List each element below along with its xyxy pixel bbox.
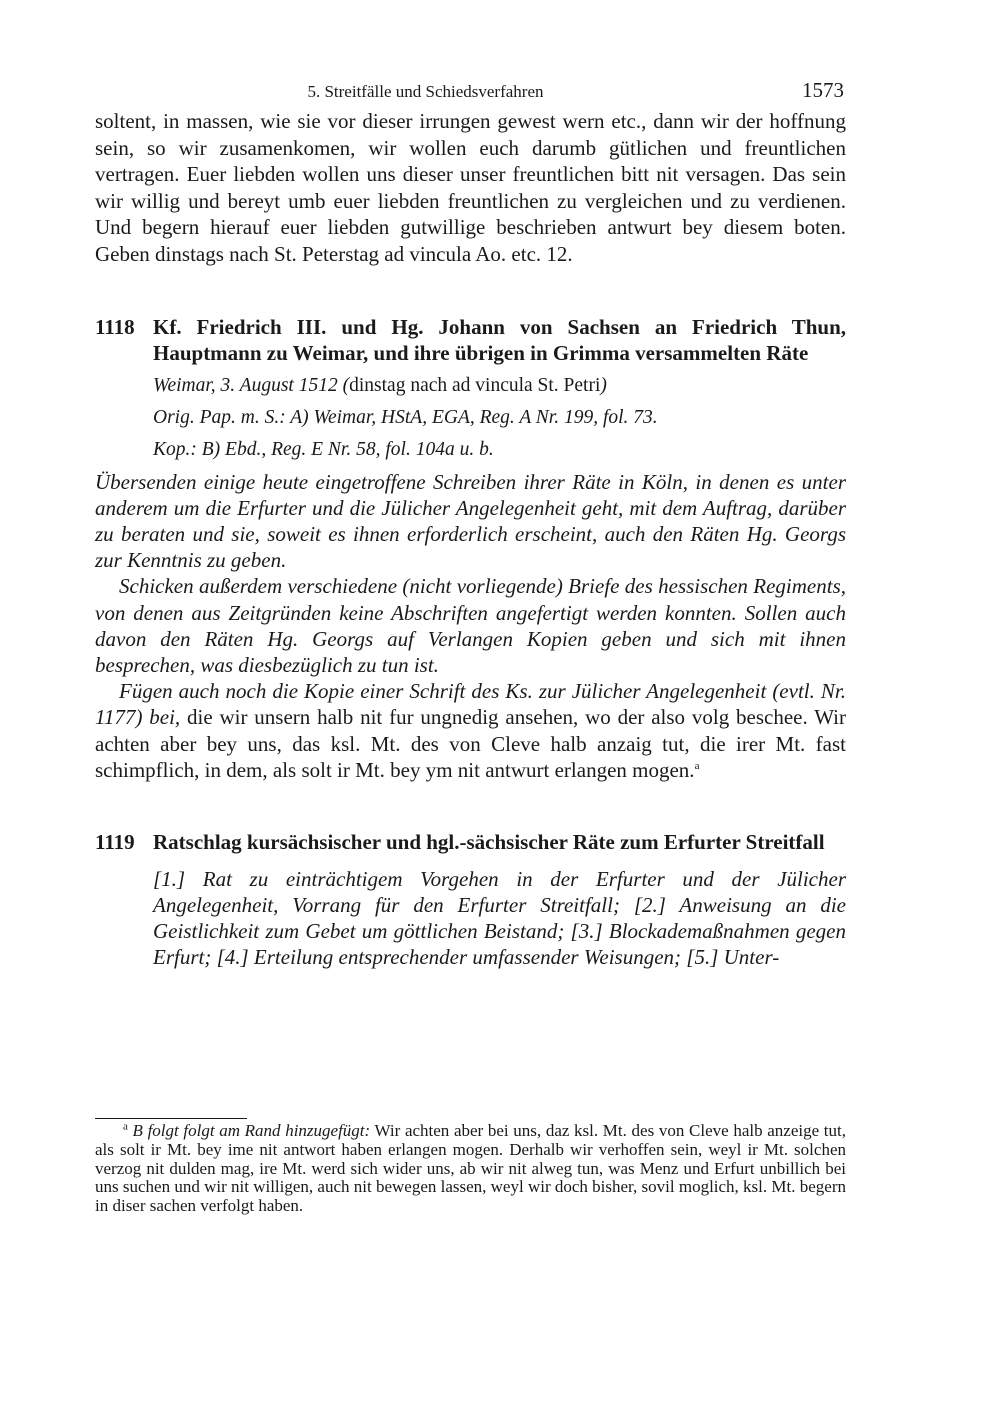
- entry-heading: [95, 829, 846, 856]
- source-copy: Kop.: B) Ebd., Reg. E Nr. 58, fol. 104a u. b.: [153, 438, 494, 460]
- entry-summary: [95, 469, 846, 783]
- entry-metadata: [95, 373, 846, 463]
- date-original: dinstag nach ad vincula St. Petri: [349, 374, 601, 396]
- entry-title: Ratschlag kursächsischer und hgl.-sächsischer Räte zum Erfurter Streitfall: [153, 830, 825, 854]
- entry-1119: [95, 829, 846, 970]
- entry-title: Kf. Friedrich III. und Hg. Johann von Sachsen an Friedrich Thun, Hauptmann zu Weimar, und ihre übrigen in Grimma versammelten Räte: [153, 314, 846, 366]
- summary-paragraph: [95, 678, 846, 783]
- footnote-divider: [95, 1118, 247, 1119]
- quoted-text: die wir unsern halb nit fur ungnedig ansehen, wo der also volg beschee. Wir achten aber bey uns, das ksl. Mt. des von Cleve halb anzaig tut, die irer Mt. fast schimpflich, in dem, als solt ir Mt. bey ym nit antwurt erlangen mogen.: [95, 705, 846, 782]
- source-original: Orig. Pap. m. S.: A) Weimar, HStA, EGA, Reg. A Nr. 199, fol. 73.: [153, 406, 658, 428]
- footnote-mark: a: [123, 1120, 128, 1133]
- page: [95, 78, 846, 970]
- footnote-label: B folgt folgt am Rand hinzugefügt:: [132, 1121, 371, 1140]
- date-close: ): [600, 374, 607, 396]
- page-number: 1573: [802, 78, 844, 102]
- footnote-text: Wir achten aber bei uns, daz ksl. Mt. des von Cleve halb anzeige tut, als solt ir Mt. bey ime nit antwort haben erlangen mogen. Derhalb wir verhoffen sein, weyl ir Mt. solchen verzog nit dulden mag, ire Mt. werd sich wider uns, ab wir nit alweg tun, was Menz und Erfurt unbillich bei uns suchen und wir nit willigen, auch nit bewegen lassen, weyl wir doch bisher, sovil moglich, ksl. Mt. begern in diser sachen verfolgt haben.: [95, 1121, 846, 1216]
- continuation-text: soltent, in massen, wie sie vor dieser irrungen gewest wern etc., dann wir der hoffnung sein, so wir zusamenkomen, wir wollen euch darumb gütlichen und freuntlichen vertragen. Euer liebden wollen uns dieser unser freuntlichen bitt nit versagen. Das sein wir willig und bereyt umb euer liebden freuntlichen zu vergleichen und zu verdienen. Und begern hierauf euer liebden gutwillige beschrieben antwurt bey diesem boten. Geben dinstags nach St. Peterstag ad vincula Ao. etc. 12.: [95, 109, 846, 266]
- entry-heading: [95, 314, 846, 367]
- page-header: [95, 78, 846, 108]
- footnote: [95, 1122, 846, 1216]
- entry-regest: [1.] Rat zu einträchtigem Vorgehen in der Erfurter und der Jülicher Angelegenheit, Vorrang für den Erfurter Streitfall; [2.] Anweisung an die Geistlichkeit zum Gebet um göttlichen Beistand; [3.] Blockademaßnahmen gegen Erfurt; [4.] Erteilung entsprechender umfassender Weisungen; [5.] Unter-: [153, 866, 846, 970]
- entry-number: 1118: [95, 314, 135, 339]
- entry-number: 1119: [95, 830, 135, 854]
- summary-paragraph: Schicken außerdem verschiedene (nicht vorliegende) Briefe des hessischen Regiments, von denen aus Zeitgründen keine Abschriften angefertigt werden konnten. Sollen auch davon den Räten Hg. Georgs auf Verlangen Kopien geben und sich mit ihnen besprechen, was diesbezüglich zu tun ist.: [95, 574, 846, 677]
- entry-1118: [95, 314, 846, 783]
- summary-paragraph: Übersenden einige heute eingetroffene Schreiben ihrer Räte in Köln, in denen es unter anderem um die Erfurter und die Jülicher Angelegenheit geht, mit dem Auftrag, darüber zu beraten und sie, soweit es ihnen erforderlich erscheint, auch den Räten Hg. Georgs zur Kenntnis zu geben.: [95, 469, 846, 573]
- footnote-marker[interactable]: a: [694, 759, 700, 772]
- summary-italic: Fügen auch noch die Kopie einer Schrift des Ks. zur Jülicher Angelegenheit (evtl. Nr. 1177) bei,: [95, 679, 846, 730]
- date-place: Weimar, 3. August 1512 (: [153, 374, 350, 396]
- entry-date: [153, 373, 846, 399]
- running-title: 5. Streitfälle und Schiedsverfahren: [307, 82, 544, 101]
